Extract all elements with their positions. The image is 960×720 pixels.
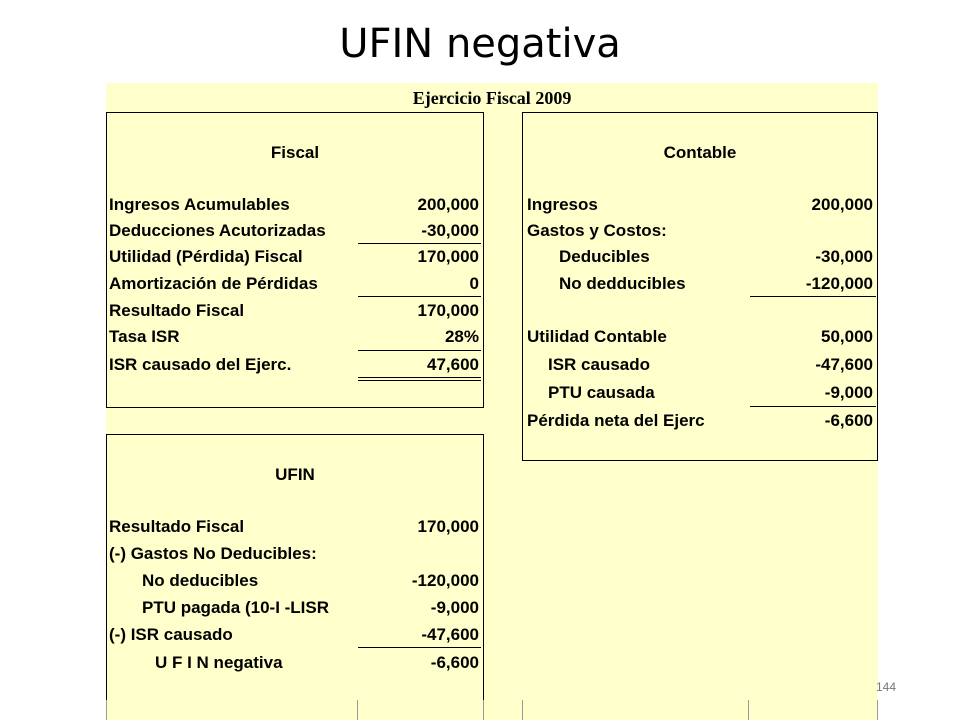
contable-row-value: 200,000 xyxy=(811,195,873,214)
ufin-row-label: No deducibles xyxy=(142,571,259,590)
fiscal-row-label: Ingresos Acumulables xyxy=(109,195,290,214)
fiscal-heading: Fiscal xyxy=(270,143,320,162)
fiscal-subtotal-rule xyxy=(358,243,481,244)
page-number: 144 xyxy=(876,680,897,694)
contable-row-label: Gastos y Costos: xyxy=(527,221,667,240)
fiscal-row-value: 200,000 xyxy=(417,195,479,214)
fiscal-row-value: -30,000 xyxy=(421,221,479,240)
fiscal-row-label: ISR causado del Ejerc. xyxy=(109,355,292,374)
contable-subtotal-rule xyxy=(750,406,876,407)
contable-row-label: Pérdida neta del Ejerc xyxy=(527,411,705,430)
fiscal-row-label: Amortización de Pérdidas xyxy=(109,274,318,293)
contable-row-label: Utilidad Contable xyxy=(527,327,667,346)
fiscal-row-label: Utilidad (Pérdida) Fiscal xyxy=(109,247,303,266)
contable-row-label: ISR causado xyxy=(548,355,651,374)
fiscal-row-label: Deducciones Acutorizadas xyxy=(109,221,326,240)
fiscal-row-label: Tasa ISR xyxy=(109,327,180,346)
ufin-subtotal-rule xyxy=(358,647,481,648)
contable-row-value: -120,000 xyxy=(805,274,873,293)
fiscal-row-value: 170,000 xyxy=(417,301,479,320)
ufin-row-label: (-) ISR causado xyxy=(109,625,233,644)
grid-line xyxy=(522,700,523,720)
ufin-heading: UFIN xyxy=(275,465,315,484)
fiscal-row-value: 47,600 xyxy=(427,355,479,374)
ufin-row-label: U F I N negativa xyxy=(155,653,283,672)
fiscal-row-value: 28% xyxy=(444,327,479,346)
ufin-row-value: 170,000 xyxy=(417,517,479,536)
slide-title: UFIN negativa xyxy=(339,21,621,67)
fiscal-subtotal-rule xyxy=(358,296,481,297)
contable-row-value xyxy=(752,220,873,242)
contable-row-value: -30,000 xyxy=(815,247,873,266)
grid-line xyxy=(106,700,107,720)
ufin-row-value: -47,600 xyxy=(421,625,479,644)
ufin-row-value: -120,000 xyxy=(411,571,479,590)
grid-line xyxy=(748,700,749,720)
contable-row-label: Ingresos xyxy=(527,195,598,214)
ufin-row-label: (-) Gastos No Deducibles: xyxy=(109,544,317,563)
fiscal-row-value: 170,000 xyxy=(417,247,479,266)
contable-row-label: PTU causada xyxy=(548,383,655,402)
fiscal-row-value: 0 xyxy=(469,274,479,293)
contable-row-label: No dedducibles xyxy=(559,274,686,293)
ufin-row-value xyxy=(370,543,479,565)
fiscal-total-double-rule xyxy=(358,380,481,381)
contable-row-label: Deducibles xyxy=(559,247,650,266)
contable-row-value: -9,000 xyxy=(824,383,873,402)
fiscal-row-label: Resultado Fiscal xyxy=(109,301,245,320)
grid-line xyxy=(483,700,484,720)
ufin-row-value: -6,600 xyxy=(430,653,479,672)
ufin-row-label: PTU pagada (10-I -LISR xyxy=(142,598,330,617)
ufin-row-label: Resultado Fiscal xyxy=(109,517,245,536)
contable-row-value: -47,600 xyxy=(815,355,873,374)
ufin-row-value: -9,000 xyxy=(430,598,479,617)
contable-subtotal-rule xyxy=(750,296,876,297)
fiscal-subtotal-rule xyxy=(358,350,481,351)
grid-line xyxy=(357,700,358,720)
fiscal-total-double-rule xyxy=(358,377,481,378)
contable-row-value: 50,000 xyxy=(821,327,873,346)
grid-line xyxy=(877,700,878,720)
contable-heading: Contable xyxy=(663,143,737,162)
contable-row-value: -6,600 xyxy=(824,411,873,430)
sheet-title: Ejercicio Fiscal 2009 xyxy=(412,88,572,108)
